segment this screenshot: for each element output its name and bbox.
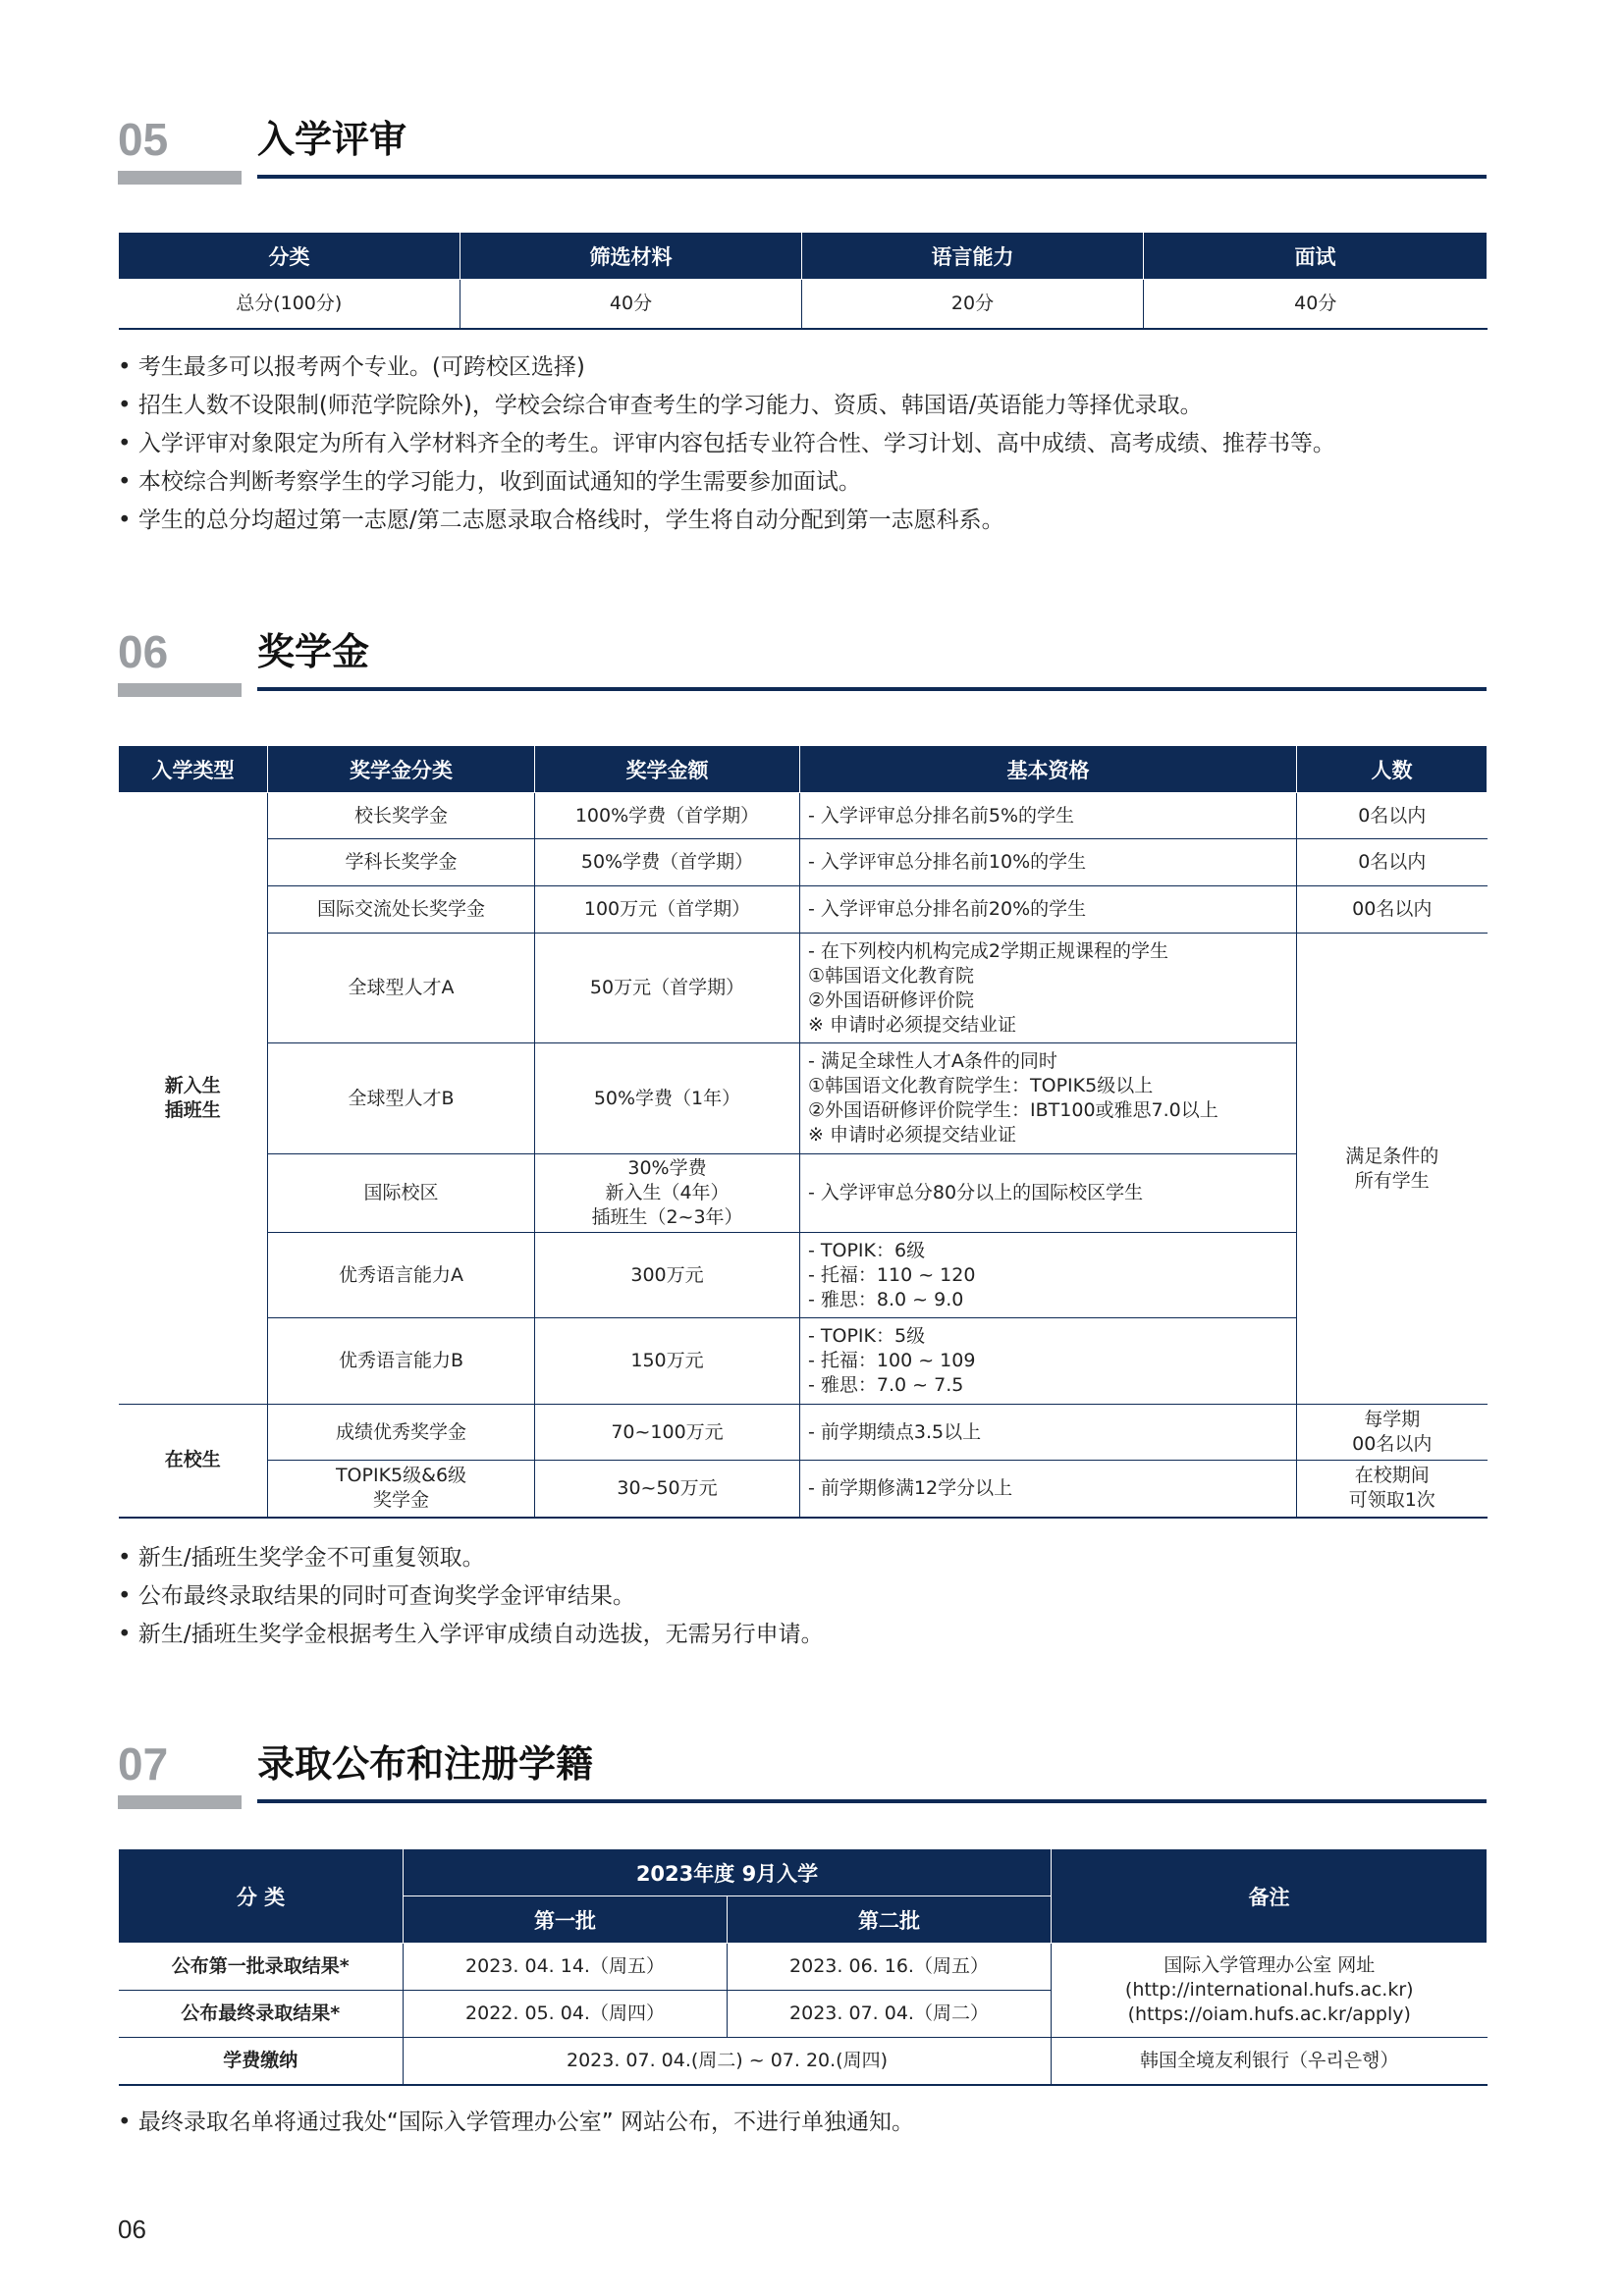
cell-requirement: - 在下列校内机构完成2学期正规课程的学生 ①韩国语文化教育院 ②外国语研修评价院 ※ 申请时必须提交结业证 <box>800 934 1297 1043</box>
group-current-students: 在校生 <box>119 1405 268 1518</box>
cell-requirement: - 满足全球性人才A条件的同时 ①韩国语文化教育院学生：TOPIK5级以上 ②外国语研修评价院学生：IBT100或雅思7.0以上 ※ 申请时必须提交结业证 <box>800 1043 1297 1154</box>
cell-amount: 100万元（首学期） <box>535 886 800 934</box>
section-number: 07 <box>118 1738 169 1789</box>
cell-category: 国际校区 <box>268 1154 535 1233</box>
cell-category: 优秀语言能力A <box>268 1233 535 1318</box>
cell-tuition-note: 韩国全境友利银行（우리은행） <box>1052 2038 1488 2085</box>
cell-amount: 30~50万元 <box>535 1461 800 1518</box>
cell-requirement: - TOPIK：5级 - 托福：100 ~ 109 - 雅思：7.0 ~ 7.5 <box>800 1318 1297 1405</box>
cell-category: 校长奖学金 <box>268 793 535 839</box>
table-row <box>119 1318 1488 1405</box>
table-row <box>119 2038 1488 2085</box>
header-language: 语言能力 <box>802 233 1144 280</box>
header-note: 备注 <box>1052 1849 1488 1944</box>
scholarship-notes <box>118 1539 1487 1654</box>
header-scholarship-amount: 奖学金额 <box>535 746 800 793</box>
section-number: 05 <box>118 114 169 165</box>
cell-label: 公布第一批录取结果* <box>119 1944 404 1991</box>
section-title-underline <box>257 1799 1487 1803</box>
list-item: • 新生/插班生奖学金根据考生入学评审成绩自动选拔，无需另行申请。 <box>118 1616 1487 1654</box>
cell-category: 优秀语言能力B <box>268 1318 535 1405</box>
table-row <box>119 1405 1488 1461</box>
cell-category: 成绩优秀奖学金 <box>268 1405 535 1461</box>
cell-amount: 100%学费（首学期） <box>535 793 800 839</box>
header-category: 分类 <box>119 233 460 280</box>
header-second-batch: 第二批 <box>728 1896 1052 1944</box>
header-requirements: 基本资格 <box>800 746 1297 793</box>
section-number-bar <box>118 683 242 697</box>
header-documents: 筛选材料 <box>460 233 802 280</box>
cell-interview-score: 40分 <box>1144 280 1488 329</box>
cell-count: 00名以内 <box>1297 886 1488 934</box>
cell-amount: 300万元 <box>535 1233 800 1318</box>
cell-category: 学科长奖学金 <box>268 839 535 886</box>
table-row <box>119 280 1488 329</box>
cell-category: TOPIK5级&6级 奖学金 <box>268 1461 535 1518</box>
cell-count: 0名以内 <box>1297 793 1488 839</box>
list-item: • 招生人数不设限制(师范学院除外)，学校会综合审查考生的学习能力、资质、韩国语/英语能力等择优录取。 <box>118 387 1487 425</box>
header-period: 2023年度 9月入学 <box>404 1849 1052 1896</box>
section-title-underline <box>257 175 1487 179</box>
table-row <box>119 839 1488 886</box>
cell-second-date: 2023. 07. 04.（周二） <box>728 1991 1052 2038</box>
cell-count: 每学期 00名以内 <box>1297 1405 1488 1461</box>
cell-requirement: - 入学评审总分排名前10%的学生 <box>800 839 1297 886</box>
header-admission-type: 入学类型 <box>119 746 268 793</box>
cell-language-score: 20分 <box>802 280 1144 329</box>
cell-documents-score: 40分 <box>460 280 802 329</box>
cell-tuition-period: 2023. 07. 04.(周二) ~ 07. 20.(周四) <box>404 2038 1052 2085</box>
cell-count: 在校期间 可领取1次 <box>1297 1461 1488 1518</box>
cell-amount: 50万元（首学期） <box>535 934 800 1043</box>
section-title: 录取公布和注册学籍 <box>257 1742 594 1786</box>
list-item: • 最终录取名单将通过我处“国际入学管理办公室” 网站公布，不进行单独通知。 <box>118 2104 1487 2142</box>
cell-second-date: 2023. 06. 16.（周五） <box>728 1944 1052 1991</box>
cell-amount: 50%学费（首学期） <box>535 839 800 886</box>
cell-amount: 150万元 <box>535 1318 800 1405</box>
table-row <box>119 793 1488 839</box>
cell-requirement: - TOPIK：6级 - 托福：110 ~ 120 - 雅思：8.0 ~ 9.0 <box>800 1233 1297 1318</box>
admission-review-notes <box>118 348 1487 540</box>
table-row <box>119 1233 1488 1318</box>
admission-announcement-table <box>118 1848 1488 2086</box>
table-row <box>119 1461 1488 1518</box>
cell-label: 学费缴纳 <box>119 2038 404 2085</box>
header-count: 人数 <box>1297 746 1488 793</box>
cell-category: 全球型人才B <box>268 1043 535 1154</box>
table-row <box>119 886 1488 934</box>
admission-review-table <box>118 232 1488 330</box>
header-first-batch: 第一批 <box>404 1896 728 1944</box>
section-title: 奖学金 <box>257 630 370 673</box>
list-item: • 考生最多可以报考两个专业。(可跨校区选择) <box>118 348 1487 387</box>
section-07-header <box>118 1735 1487 1813</box>
list-item: • 公布最终录取结果的同时可查询奖学金评审结果。 <box>118 1577 1487 1616</box>
cell-count-all-eligible: 满足条件的 所有学生 <box>1297 934 1488 1405</box>
cell-requirement: - 入学评审总分80分以上的国际校区学生 <box>800 1154 1297 1233</box>
section-06-header <box>118 622 1487 701</box>
cell-count: 0名以内 <box>1297 839 1488 886</box>
cell-requirement: - 前学期绩点3.5以上 <box>800 1405 1297 1461</box>
list-item: • 学生的总分均超过第一志愿/第二志愿录取合格线时，学生将自动分配到第一志愿科系。 <box>118 502 1487 540</box>
section-number-bar <box>118 1795 242 1809</box>
list-item: • 入学评审对象限定为所有入学材料齐全的考生。评审内容包括专业符合性、学习计划、高中成绩、高考成绩、推荐书等。 <box>118 425 1487 463</box>
cell-amount: 70~100万元 <box>535 1405 800 1461</box>
cell-label: 公布最终录取结果* <box>119 1991 404 2038</box>
list-item: • 本校综合判断考察学生的学习能力，收到面试通知的学生需要参加面试。 <box>118 463 1487 502</box>
section-number-bar <box>118 171 242 185</box>
list-item: • 新生/插班生奖学金不可重复领取。 <box>118 1539 1487 1577</box>
section-title-underline <box>257 687 1487 691</box>
section-title: 入学评审 <box>257 118 407 161</box>
cell-total: 总分(100分) <box>119 280 460 329</box>
cell-amount: 30%学费 新入生（4年） 插班生（2~3年） <box>535 1154 800 1233</box>
cell-first-date: 2022. 05. 04.（周四） <box>404 1991 728 2038</box>
section-number: 06 <box>118 626 169 677</box>
announcement-notes <box>118 2104 1487 2142</box>
header-interview: 面试 <box>1144 233 1488 280</box>
header-category: 分 类 <box>119 1849 404 1944</box>
cell-first-date: 2023. 04. 14.（周五） <box>404 1944 728 1991</box>
section-05-header <box>118 110 1487 188</box>
cell-requirement: - 入学评审总分排名前20%的学生 <box>800 886 1297 934</box>
cell-category: 全球型人才A <box>268 934 535 1043</box>
cell-requirement: - 前学期修满12学分以上 <box>800 1461 1297 1518</box>
header-scholarship-category: 奖学金分类 <box>268 746 535 793</box>
cell-website-note: 国际入学管理办公室 网址 (http://international.hufs.ac.kr) (https://oiam.hufs.ac.kr/apply) <box>1052 1944 1488 2038</box>
scholarship-table <box>118 745 1488 1519</box>
table-row <box>119 934 1488 1043</box>
table-row <box>119 1944 1488 1991</box>
cell-category: 国际交流处长奖学金 <box>268 886 535 934</box>
cell-requirement: - 入学评审总分排名前5%的学生 <box>800 793 1297 839</box>
page-number: 06 <box>118 2215 146 2244</box>
table-row <box>119 1154 1488 1233</box>
table-row <box>119 1043 1488 1154</box>
cell-amount: 50%学费（1年） <box>535 1043 800 1154</box>
group-new-students: 新入生 插班生 <box>119 793 268 1405</box>
